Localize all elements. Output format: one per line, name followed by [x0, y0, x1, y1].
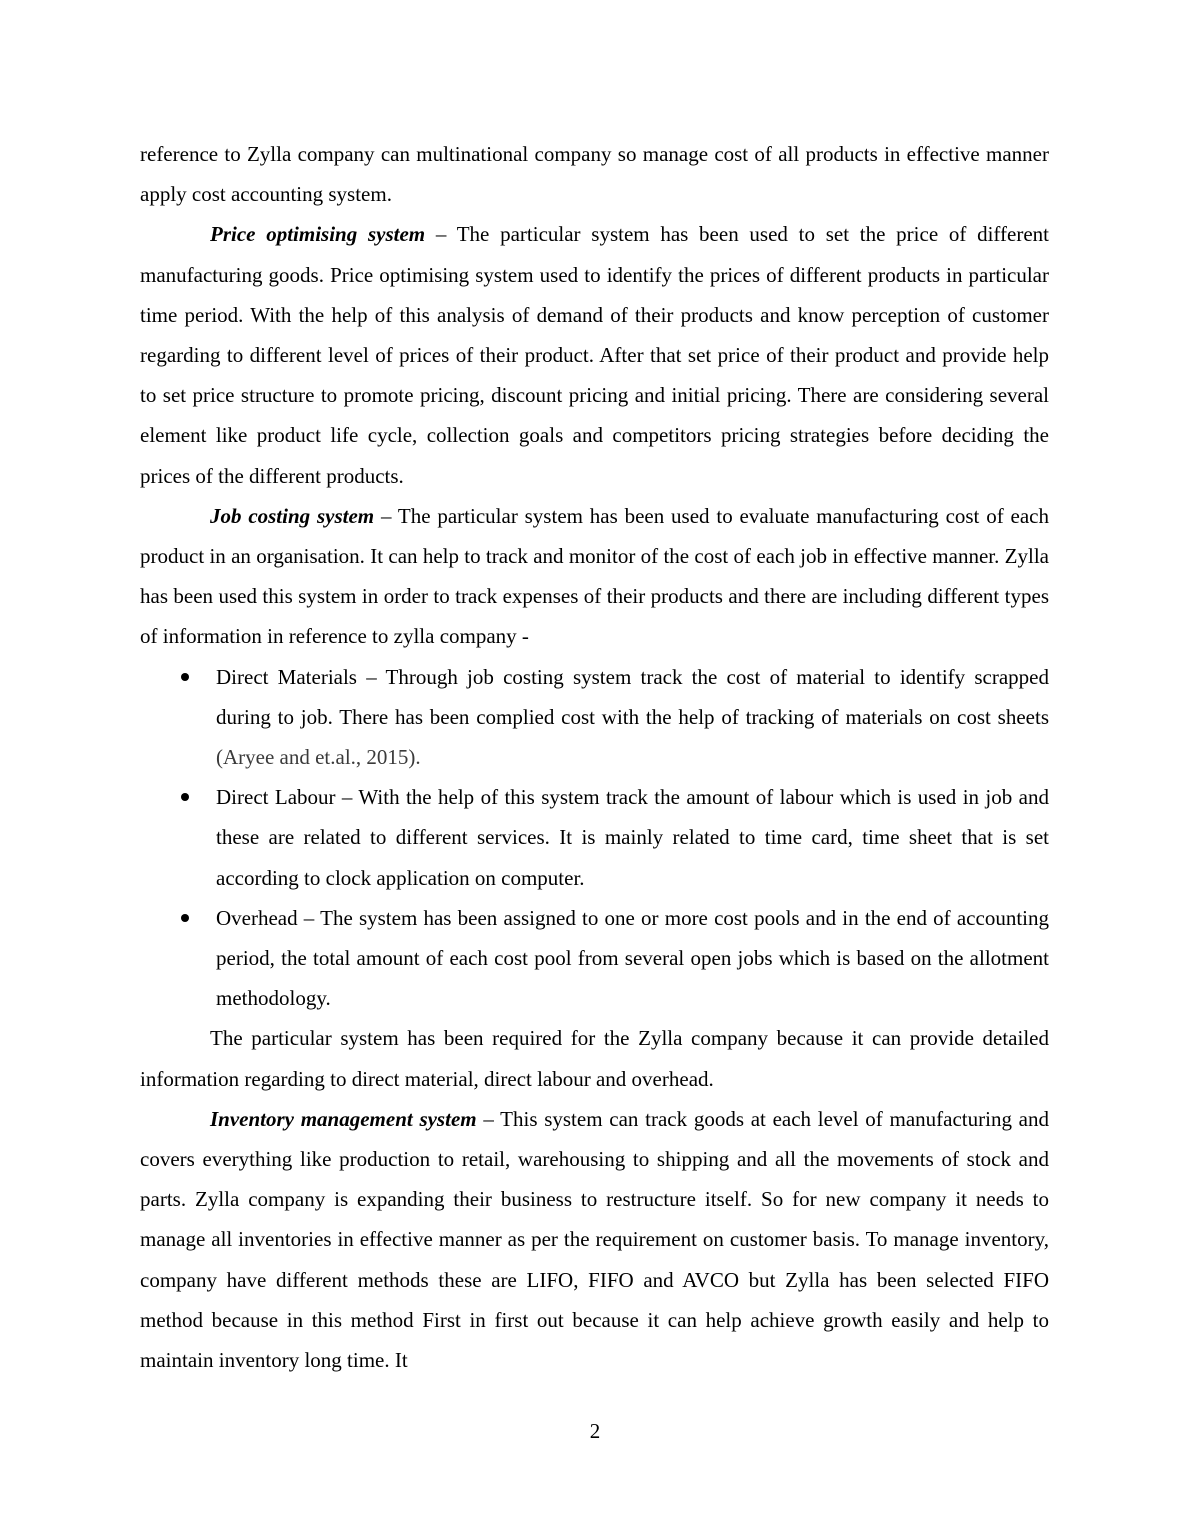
list-item-direct-materials: [140, 657, 1049, 778]
bullet-text: Direct Materials – Through job costing system track the cost of material to identify scrapped during to job. There has been complied cost with the help of tracking of materials on cost sheets: [216, 664, 1049, 729]
bullet-icon: [181, 793, 189, 801]
bullet-icon: [181, 673, 189, 681]
price-optimising-paragraph: [140, 214, 1049, 495]
bullet-icon: [181, 914, 189, 922]
inventory-heading: Inventory management system: [210, 1106, 477, 1131]
price-optimising-text: – The particular system has been used to set the price of different manufacturing goods. Price optimising system used to identify the prices of different products in particular time period. With the help of this analysis of demand of their products and know perception of customer regarding to different level of prices of their product. After that set price of their product and provide help to set price structure to promote pricing, discount pricing and initial pricing. There are considering several element like product life cycle, collection goals and competitors pricing strategies before deciding the prices of the different products.: [140, 222, 1050, 488]
bullet-text: Overhead – The system has been assigned to one or more cost pools and in the end of accounting period, the total amount of each cost pool from several open jobs which is based on the allotment methodology.: [216, 905, 1049, 1011]
job-costing-text: – The particular system has been used to evaluate manufacturing cost of each product in an organisation. It can help to track and monitor of the cost of each job in effective manner. Zylla has been used this system in order to track expenses of their products and there are including different types of information in reference to zylla company -: [140, 503, 1049, 649]
job-costing-heading: Job costing system: [210, 503, 375, 528]
price-optimising-heading: Price optimising system: [210, 222, 426, 247]
bullet-text: Direct Labour – With the help of this system track the amount of labour which is used in job and these are related to different services. It is mainly related to time card, time sheet that is set according to clock application on computer.: [216, 785, 1049, 890]
list-item-direct-labour: [140, 777, 1049, 898]
list-item-overhead: [140, 898, 1049, 1019]
inventory-paragraph: [140, 1099, 1049, 1380]
citation: (Aryee and et.al., 2015).: [216, 745, 421, 770]
document-body: [140, 134, 1049, 1380]
page-number: 2: [589, 1419, 601, 1443]
inventory-text: – This system can track goods at each level of manufacturing and covers everything like production to retail, warehousing to shipping and all the movements of stock and parts. Zylla company is expanding their business to restructure itself. So for new company it needs to manage all inventories in effective manner as per the requirement on customer basis. To manage inventory, company have different methods these are LIFO, FIFO and AVCO but Zylla has been selected FIFO method because in this method First in first out because it can help achieve growth easily and help to maintain inventory long time. It: [140, 1106, 1049, 1373]
job-costing-conclusion-paragraph: The particular system has been required for the Zylla company because it can provide detailed information regarding to direct material, direct labour and overhead.: [140, 1026, 1049, 1091]
job-costing-bullet-list: [140, 657, 1049, 1019]
intro-paragraph: reference to Zylla company can multinational company so manage cost of all products in effective manner apply cost accounting system.: [140, 142, 1049, 207]
job-costing-paragraph: [140, 496, 1049, 657]
